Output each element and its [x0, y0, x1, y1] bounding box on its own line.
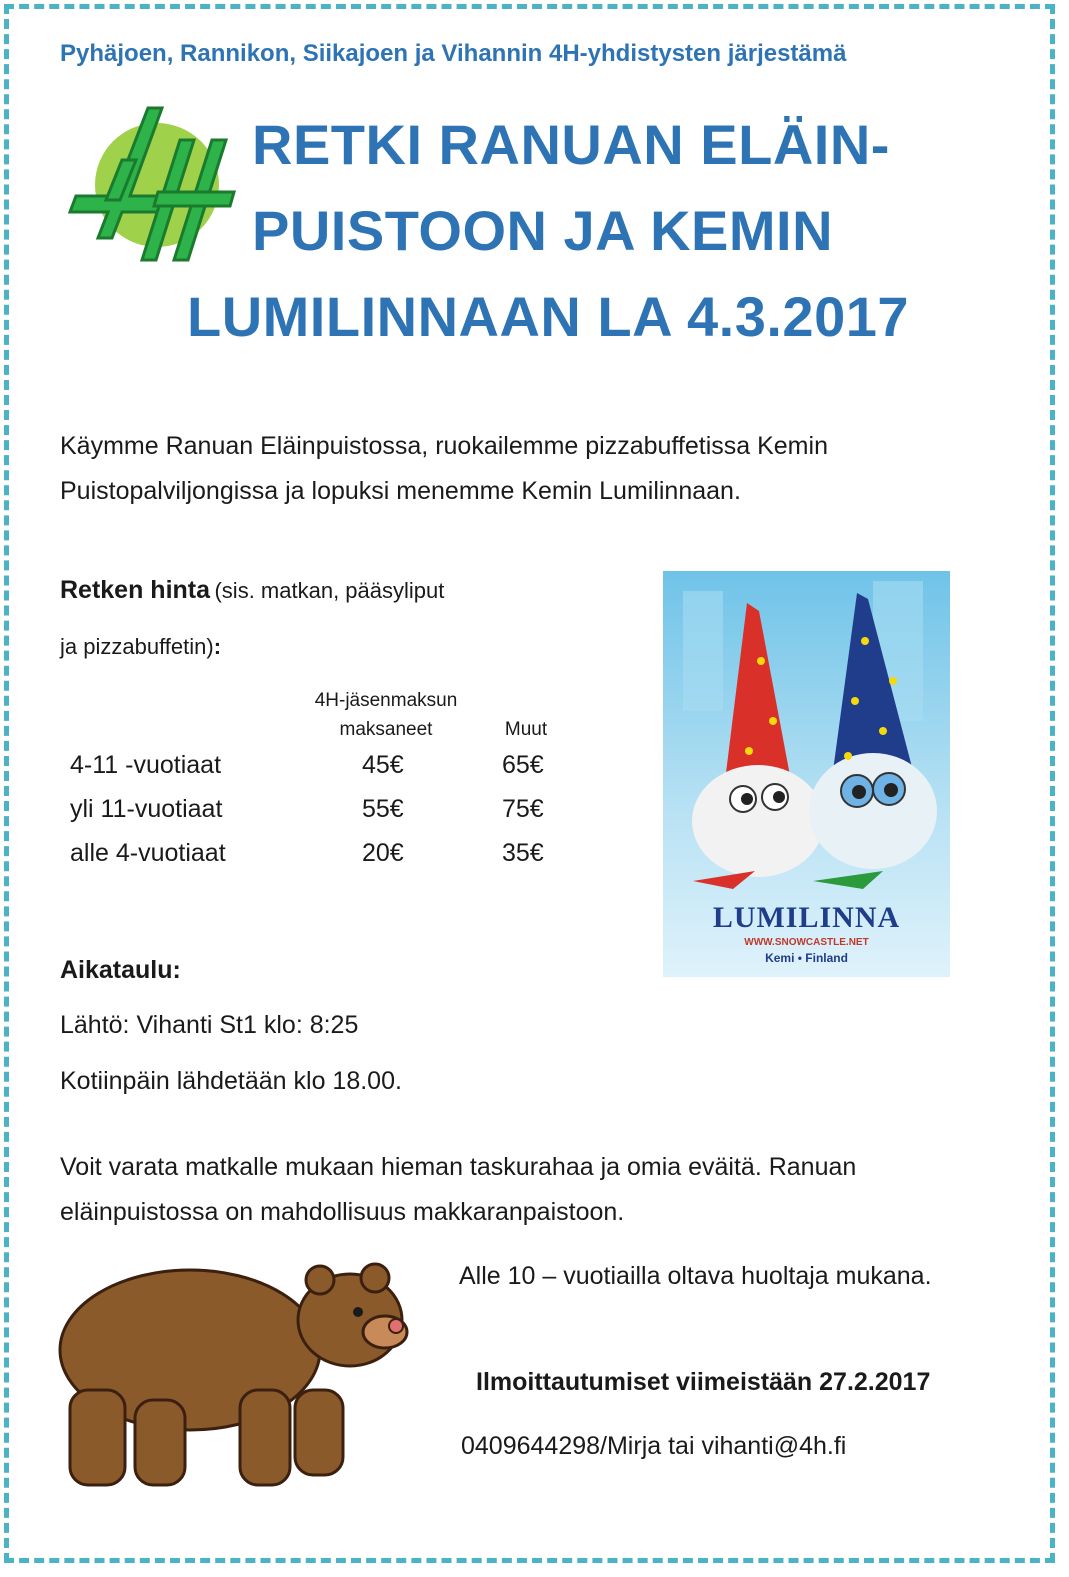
col-header-other: Muut [504, 719, 548, 740]
schedule-heading: Aikataulu: [60, 956, 181, 984]
col-header-member-2: maksaneet [339, 719, 433, 740]
bear-illustration [40, 1240, 410, 1500]
price-note-2: ja pizzabuffetin) [60, 634, 214, 659]
price-heading-row [60, 576, 444, 605]
title-line-1: RETKI RANUAN ELÄIN- [252, 113, 890, 176]
row-label: alle 4-vuotiaat [70, 839, 226, 867]
registration-contact: 0409644298/Mirja tai vihanti@4h.fi [461, 1432, 847, 1460]
row-other-price: 75€ [502, 795, 544, 823]
row-label: yli 11-vuotiaat [70, 795, 223, 823]
poster-location: Kemi • Finland [765, 951, 848, 965]
row-label: 4-11 -vuotiaat [70, 751, 222, 779]
poster-brand: LUMILINNA [712, 901, 901, 934]
price-note-row [60, 634, 221, 660]
extra-line-2: eläinpuistossa on mahdollisuus makkaranpaistoon. [60, 1198, 625, 1226]
price-note-colon: : [213, 634, 222, 659]
intro-line-2: Puistopalviljongissa ja lopuksi menemme Kemin Lumilinnaan. [60, 477, 741, 505]
extra-line-1: Voit varata matkalle mukaan hieman taskurahaa ja omia eväitä. Ranuan [60, 1153, 857, 1181]
registration-deadline: Ilmoittautumiset viimeistään 27.2.2017 [476, 1368, 931, 1396]
row-other-price: 65€ [502, 751, 544, 779]
organizer-line: Pyhäjoen, Rannikon, Siikajoen ja Vihannin 4H-yhdistysten järjestämä [60, 40, 847, 67]
title-line-2: PUISTOON JA KEMIN [252, 199, 834, 262]
schedule-return: Kotiinpäin lähdetään klo 18.00. [60, 1067, 402, 1095]
row-member-price: 45€ [362, 751, 404, 779]
price-heading: Retken hinta [60, 576, 211, 604]
schedule-departure: Lähtö: Vihanti St1 klo: 8:25 [60, 1011, 359, 1039]
row-member-price: 20€ [362, 839, 404, 867]
title-line-3: LUMILINNAAN LA 4.3.2017 [187, 285, 909, 348]
intro-line-1: Käymme Ranuan Eläinpuistossa, ruokailemme pizzabuffetissa Kemin [60, 432, 828, 460]
row-member-price: 55€ [362, 795, 404, 823]
4h-logo-icon [62, 100, 242, 270]
poster-url: WWW.SNOWCASTLE.NET [744, 937, 869, 948]
lumilinna-poster [663, 571, 950, 977]
price-note-1: (sis. matkan, pääsyliput [214, 578, 445, 603]
row-other-price: 35€ [502, 839, 544, 867]
col-header-member-1: 4H-jäsenmaksun [314, 690, 458, 711]
guardian-note: Alle 10 – vuotiailla oltava huoltaja mukana. [459, 1262, 932, 1290]
